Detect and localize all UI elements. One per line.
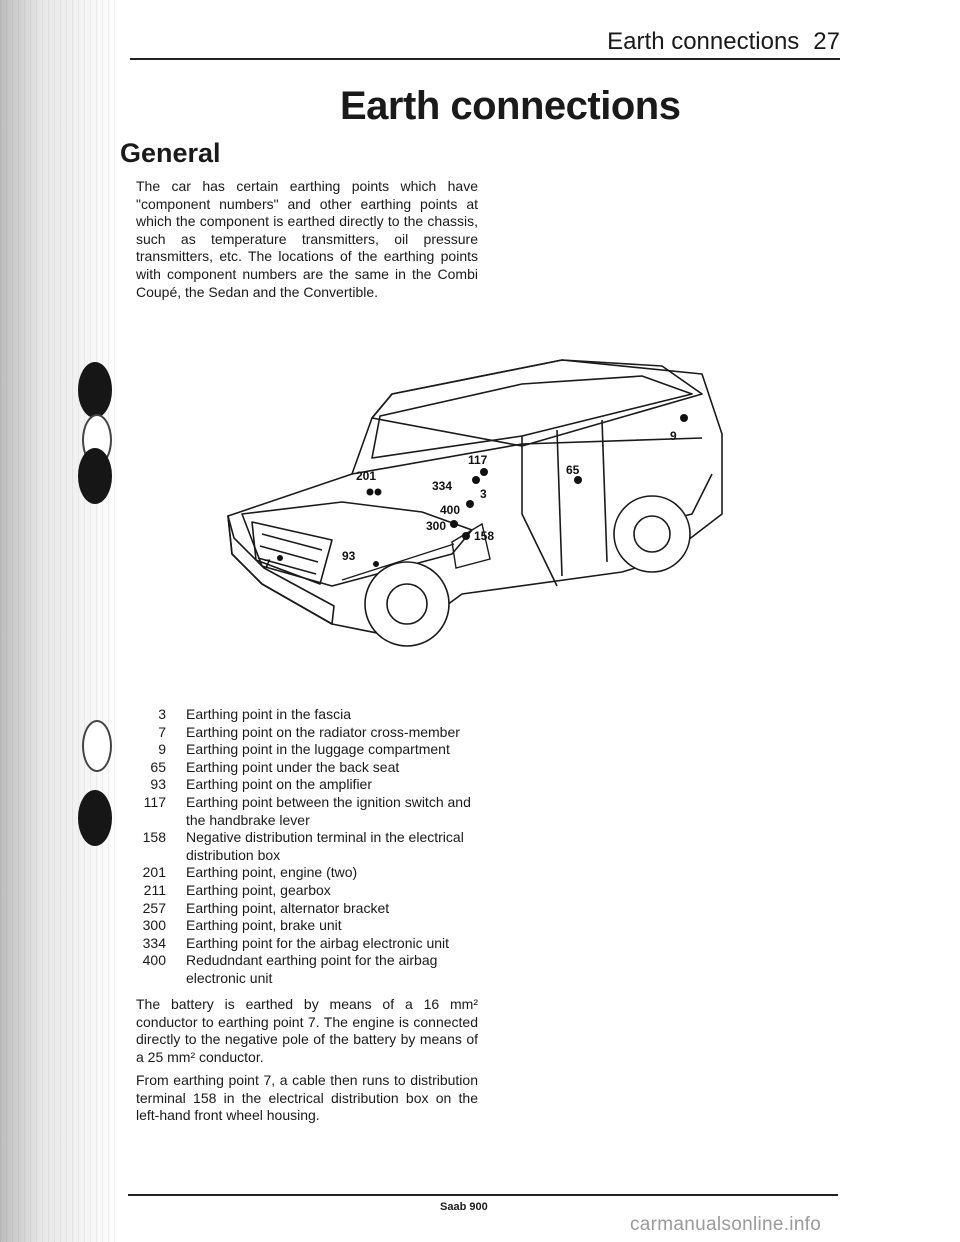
page-title: Earth connections xyxy=(340,84,681,128)
intro-paragraph: The car has certain earthing points which have "component numbers" and other earthing points at which the component is earthed directly to the chassis, such as temperature transmitters, oil pressure transmitters, etc. The locations of the earthing points with component numbers are the same in the Combi Coupé, the Sedan and the Convertible. xyxy=(136,178,478,300)
car-earthing-diagram xyxy=(222,354,730,658)
earth-point-334 xyxy=(472,476,480,484)
label-117: 117 xyxy=(468,453,488,467)
binding-hole xyxy=(78,790,112,846)
binding-margin xyxy=(0,0,120,1242)
legend-item: 400 Redudndant earthing point for the airbag electronic unit xyxy=(142,952,438,986)
earth-point-201 xyxy=(375,489,382,496)
legend-item: 3 Earthing point in the fascia xyxy=(158,706,351,722)
legend-item: 257 Earthing point, alternator bracket xyxy=(142,899,390,916)
door-line-front xyxy=(522,436,557,586)
label-334: 334 xyxy=(432,479,453,493)
legend-item: 158 Negative distribution terminal in the electrical distribution box xyxy=(142,829,464,863)
legend-item: 201 Earthing point, engine (two) xyxy=(142,864,358,881)
label-201: 201 xyxy=(356,469,377,483)
legend-item: 211 Earthing point, gearbox xyxy=(143,881,331,898)
component-legend xyxy=(128,706,478,988)
running-header xyxy=(540,28,840,56)
label-93: 93 xyxy=(342,549,356,563)
running-title: Earth connections xyxy=(607,28,800,55)
label-65: 65 xyxy=(566,463,580,477)
earth-point-9 xyxy=(680,414,688,422)
binding-hole xyxy=(78,448,112,504)
legend-item: 300 Earthing point, brake unit xyxy=(142,917,342,934)
battery-paragraph: The battery is earthed by means of a 16 mm² conductor to earthing point 7. The engine is connected directly to the negative pole of the battery by means of a 25 mm² conductor. xyxy=(136,996,478,1065)
b-pillar xyxy=(557,430,562,576)
legend-item: 93 Earthing point on the amplifier xyxy=(150,776,372,793)
label-400: 400 xyxy=(440,503,461,517)
binding-hole xyxy=(78,362,112,418)
page-number: 27 xyxy=(813,28,840,55)
waist-line xyxy=(352,438,702,474)
legend-item: 334 Earthing point for the airbag electronic unit xyxy=(142,934,450,951)
legend-item: 117 Earthing point between the ignition switch and the handbrake lever xyxy=(143,793,471,828)
label-9: 9 xyxy=(670,429,677,443)
section-heading: General xyxy=(120,138,221,168)
rear-hubcap xyxy=(634,516,670,552)
earth-point-300 xyxy=(450,520,458,528)
label-7: 7 xyxy=(264,557,271,571)
legend-item: 65 Earthing point under the back seat xyxy=(150,758,400,775)
earth-point-65 xyxy=(574,476,582,484)
earth-point-93 xyxy=(373,561,379,567)
earth-point-158 xyxy=(462,532,470,540)
hood-panel xyxy=(242,502,472,586)
front-hubcap xyxy=(387,584,427,624)
earth-point-7 xyxy=(277,555,283,561)
binding-hole xyxy=(82,720,112,772)
watermark: carmanualsonline.info xyxy=(630,1214,822,1235)
footer-text: Saab 900 xyxy=(440,1201,488,1213)
cable-paragraph: From earthing point 7, a cable then runs to distribution terminal 158 in the electrical distribution box on the left-hand front wheel housing. xyxy=(136,1072,478,1124)
legend-item: 7 Earthing point on the radiator cross-member xyxy=(158,723,460,740)
label-3: 3 xyxy=(480,487,487,501)
earth-point-201 xyxy=(367,489,374,496)
label-158: 158 xyxy=(474,529,495,543)
earth-point-400 xyxy=(466,500,474,508)
legend-item: 9 Earthing point in the luggage compartment xyxy=(158,741,450,758)
header-rule xyxy=(130,58,840,60)
footer-rule xyxy=(128,1194,838,1196)
label-300: 300 xyxy=(426,519,447,533)
earth-point-117 xyxy=(480,468,488,476)
